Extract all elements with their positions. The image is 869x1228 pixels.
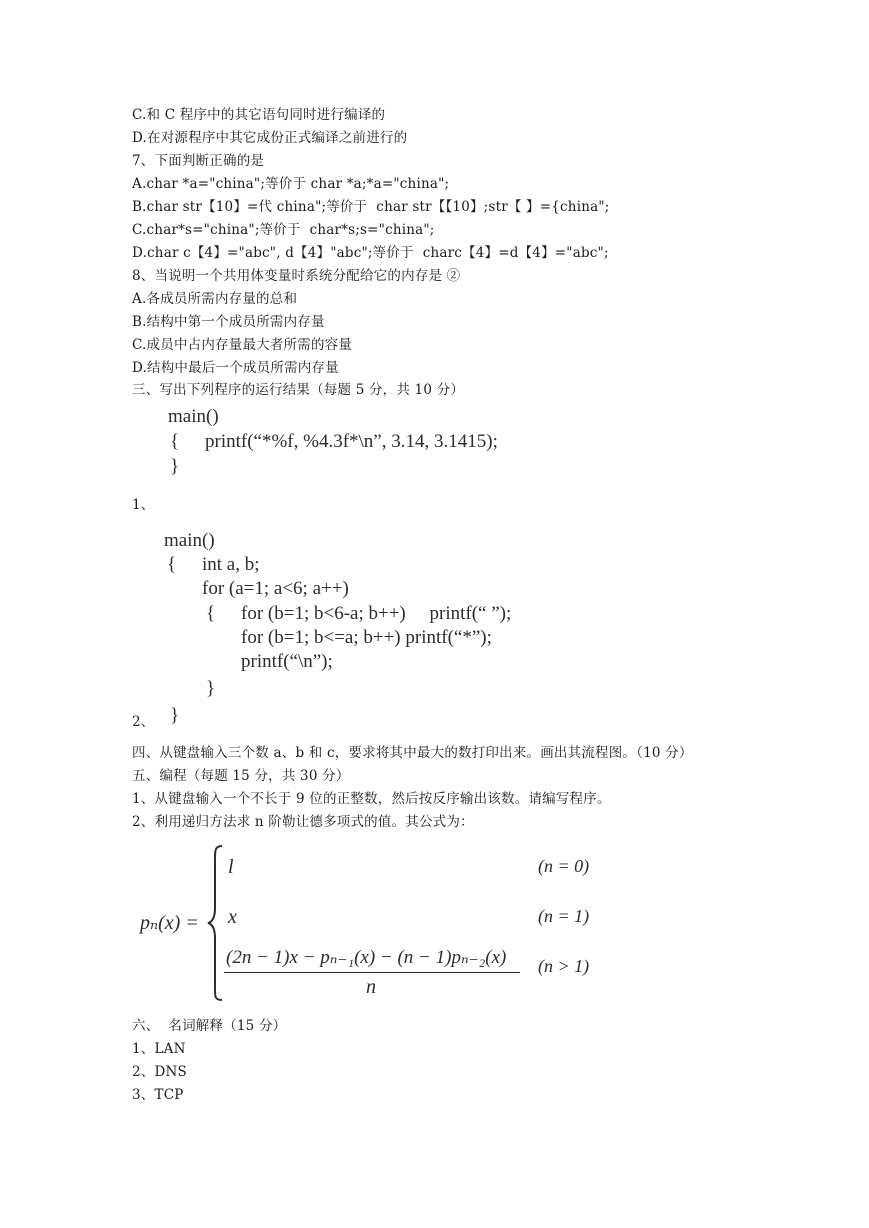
formula-cond-2: (n = 1) [538, 906, 590, 926]
option-c-line: C.和 C 程序中的其它语句同时进行编译的 [132, 107, 386, 123]
formula-case-3-numerator: (2n − 1)x − pₙ₋₁(x) − (n − 1)pₙ₋₂(x) [226, 947, 507, 968]
formula-case-2: x [228, 906, 237, 928]
q7-option-a: A.char *a="china";等价于 char *a;*a="china"; [132, 176, 450, 192]
section-6-heading: 六、 名词解释（15 分） [132, 1018, 287, 1034]
code2-line-8: printf(“\n”); [241, 651, 333, 672]
code2-line-6: for (b=1; b<6-a; b++) printf(“ ”); [241, 603, 512, 624]
q7-option-d: D.char c【4】="abc", d【4】"abc";等价于 charc【4】=d【4】="abc"; [132, 245, 609, 261]
code2-line-9: } [206, 678, 216, 699]
q8-option-b: B.结构中第一个成员所需内存量 [132, 314, 325, 330]
question-7: 7、下面判断正确的是 [132, 153, 265, 169]
program-question-2: 2、利用递归方法求 n 阶勒让德多项式的值。其公式为： [132, 814, 474, 830]
section-5-heading: 五、编程（每题 15 分，共 30 分） [132, 768, 350, 784]
term-3: 3、TCP [132, 1087, 184, 1103]
code2-line-7: for (b=1; b<=a; b++) printf(“*”); [241, 627, 492, 648]
section-3-heading: 三、写出下列程序的运行结果（每题 5 分，共 10 分） [132, 382, 465, 398]
question-8: 8、当说明一个共用体变量时系统分配给它的内存是 ② [132, 268, 461, 284]
code1-line-4: } [170, 456, 180, 477]
q7-option-c: C.char*s="china";等价于 char*s;s="china"; [132, 222, 435, 238]
answer-label-1: 1、 [132, 497, 155, 513]
program-question-1: 1、从键盘输入一个不长于 9 位的正整数，然后按反序输出该数。请编写程序。 [132, 791, 611, 807]
code2-line-3: int a, b; [202, 554, 260, 575]
q8-option-d: D.结构中最后一个成员所需内存量 [132, 360, 339, 376]
code2-line-2: { [167, 554, 177, 575]
q7-option-b: B.char str【10】=代 china";等价于 char str【【10】;str【 】={china"; [132, 199, 610, 215]
formula-lhs: pₙ(x) = [140, 912, 199, 934]
formula-case-1: l [228, 856, 234, 878]
code1-line-2: { [170, 431, 180, 452]
code2-line-10: } [170, 705, 180, 726]
left-brace [206, 844, 226, 1002]
q8-option-a: A.各成员所需内存量的总和 [132, 291, 298, 307]
answer-label-2: 2、 [132, 714, 155, 730]
option-d-line: D.在对源程序中其它成份正式编译之前进行的 [132, 130, 408, 146]
legendre-formula [140, 842, 620, 1002]
code-block-2 [164, 529, 584, 729]
code2-line-4: for (a=1; a<6; a++) [202, 578, 349, 599]
term-1: 1、LAN [132, 1041, 186, 1057]
section-4-heading: 四、从键盘输入三个数 a、b 和 c，要求将其中最大的数打印出来。画出其流程图。（10 分） [132, 745, 693, 761]
fraction-bar [224, 972, 520, 973]
q8-option-c: C.成员中占内存量最大者所需的容量 [132, 337, 353, 353]
code2-line-1: main() [164, 530, 215, 551]
term-2: 2、DNS [132, 1064, 187, 1080]
code2-line-5: { [206, 603, 216, 624]
code1-line-3: printf(“*%f, %4.3f*\n”, 3.14, 3.1415); [205, 431, 498, 452]
code1-line-1: main() [168, 406, 219, 427]
code-block-1 [168, 405, 588, 485]
formula-cond-1: (n = 0) [538, 856, 590, 876]
formula-cond-3: (n > 1) [538, 956, 590, 976]
formula-case-3-denominator: n [366, 976, 376, 998]
